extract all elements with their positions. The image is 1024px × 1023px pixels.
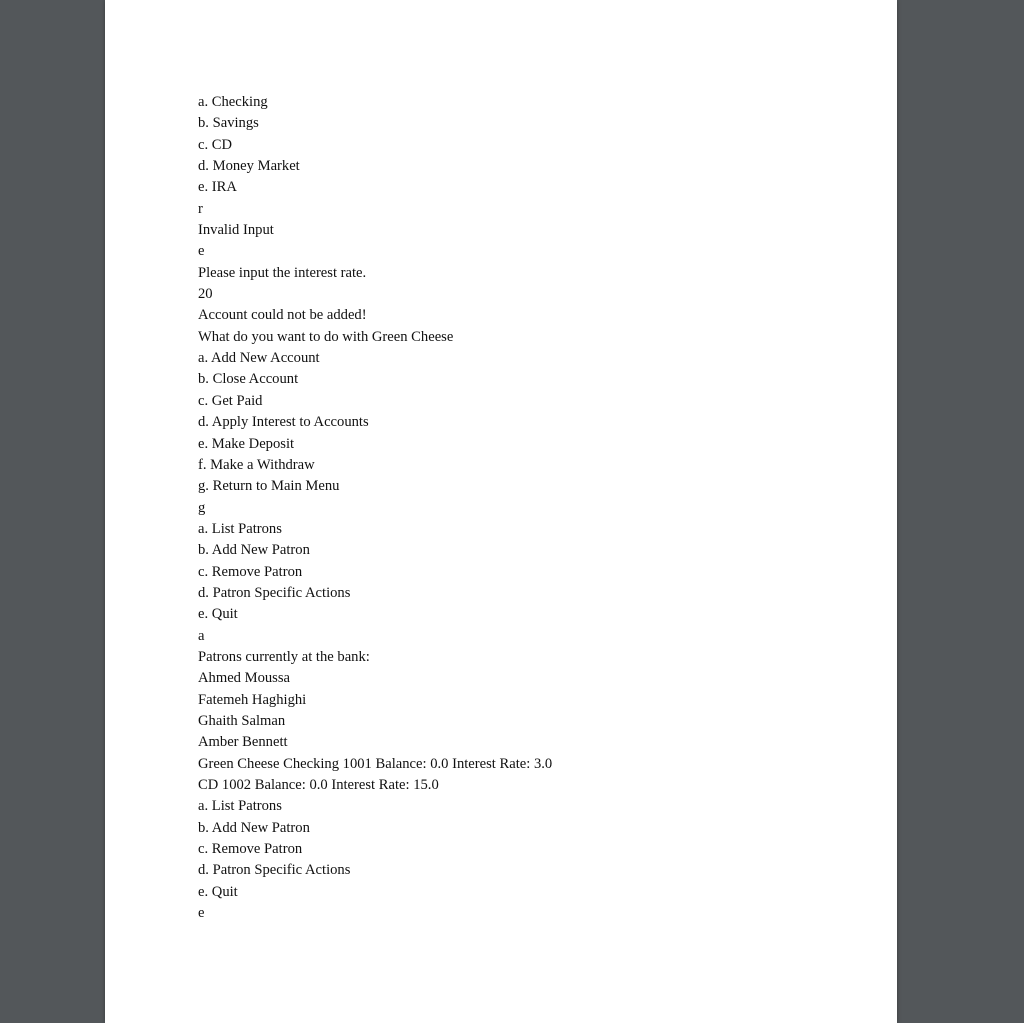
output-line: Green Cheese Checking 1001 Balance: 0.0 Interest Rate: 3.0 [198, 755, 553, 772]
output-line: e. IRA [198, 179, 237, 196]
output-line: c. Remove Patron [198, 563, 303, 580]
output-line: a. List Patrons [198, 798, 282, 815]
output-line: a. List Patrons [198, 520, 282, 537]
output-line: CD 1002 Balance: 0.0 Interest Rate: 15.0 [198, 777, 439, 793]
output-line: g [198, 499, 206, 516]
output-line: e. Make Deposit [198, 435, 295, 452]
output-line: f. Make a Withdraw [198, 456, 315, 473]
output-line: d. Patron Specific Actions [198, 584, 351, 601]
console-output [198, 92, 552, 924]
output-line: c. Get Paid [198, 392, 263, 409]
output-line: b. Savings [198, 115, 259, 132]
output-line: d. Money Market [198, 158, 300, 175]
output-line: d. Apply Interest to Accounts [198, 414, 369, 431]
output-line: Amber Bennett [198, 734, 288, 751]
output-line: Account could not be added! [198, 307, 367, 324]
output-line: b. Add New Patron [198, 819, 310, 836]
output-line: Please input the interest rate. [198, 264, 367, 281]
output-line: Patrons currently at the bank: [198, 648, 370, 665]
output-line: What do you want to do with Green Cheese [198, 328, 454, 345]
output-line: Invalid Input [198, 222, 274, 239]
output-line: a [198, 627, 205, 644]
output-line: Ahmed Moussa [198, 670, 291, 687]
output-line: a. Checking [198, 94, 268, 110]
output-line: c. Remove Patron [198, 841, 303, 858]
document-page [105, 0, 897, 1023]
output-line: c. CD [198, 136, 233, 153]
output-line: Ghaith Salman [198, 712, 286, 729]
output-line: b. Add New Patron [198, 542, 310, 559]
output-line: b. Close Account [198, 371, 299, 388]
output-line: e [198, 243, 205, 260]
output-line: 20 [198, 286, 213, 303]
output-line: Fatemeh Haghighi [198, 691, 307, 708]
output-line: e. Quit [198, 883, 238, 900]
output-line: d. Patron Specific Actions [198, 862, 351, 879]
output-line: r [198, 200, 203, 217]
output-line: e. Quit [198, 606, 238, 623]
output-line: g. Return to Main Menu [198, 478, 340, 495]
output-line: e [198, 905, 205, 922]
output-line: a. Add New Account [198, 350, 320, 367]
